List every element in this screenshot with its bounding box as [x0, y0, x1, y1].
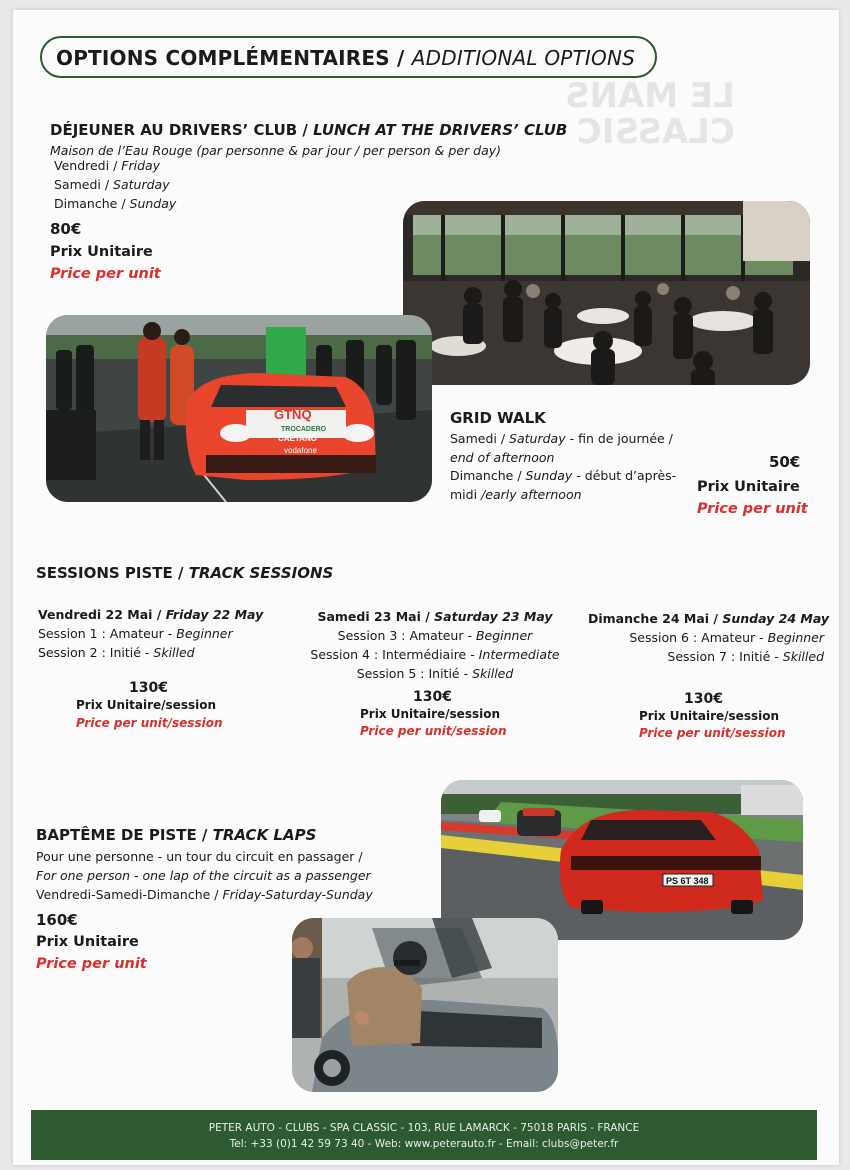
track-car-illustration	[441, 780, 803, 940]
session-day-sunday	[588, 611, 830, 664]
track-car-photo	[441, 780, 803, 940]
drivers-club-photo	[403, 201, 810, 385]
friday-unit-en: Price per unit/session	[76, 716, 223, 730]
header-title-en: ADDITIONAL OPTIONS	[411, 46, 636, 70]
lunch-day-saturday: Samedi / Saturday	[54, 177, 170, 192]
friday-date: Vendredi 22 Mai / Friday 22 May	[38, 607, 264, 622]
saturday-session-4: Session 4 : Intermédiaire - Intermediate	[310, 647, 560, 662]
track-laps-line2: For one person - one lap of the circuit as a passenger	[36, 868, 371, 883]
grid-walk-unit-en: Price per unit	[697, 501, 808, 517]
grid-walk-unit-fr: Prix Unitaire	[697, 479, 800, 495]
passenger-illustration	[292, 918, 558, 1092]
track-laps-unit-en: Price per unit	[36, 956, 147, 972]
sessions-title: SESSIONS PISTE / TRACK SESSIONS	[36, 564, 334, 582]
options-header	[40, 36, 657, 78]
grid-walk-line2: end of afternoon	[450, 450, 555, 465]
lunch-day-sunday: Dimanche / Sunday	[54, 196, 177, 211]
sunday-session-7: Session 7 : Initié - Skilled	[667, 649, 824, 664]
lunch-title: DÉJEUNER AU DRIVERS’ CLUB / LUNCH AT THE DRIVERS’ CLUB	[50, 121, 568, 139]
lunch-day-friday: Vendredi / Friday	[54, 158, 161, 173]
friday-session-1: Session 1 : Amateur - Beginner	[38, 626, 233, 641]
car-livery-trocadero: TROCADERO	[281, 426, 327, 433]
track-laps-line1: Pour une personne - un tour du circuit en passager /	[36, 849, 363, 864]
track-laps-title: BAPTÊME DE PISTE / TRACK LAPS	[36, 826, 317, 844]
sunday-session-6: Session 6 : Amateur - Beginner	[629, 630, 824, 645]
grid-walk-photo	[46, 315, 432, 502]
bleed-through-logo: LE MANS CLASSIC	[565, 76, 735, 152]
track-laps-price: 160€	[36, 911, 78, 929]
footer-bar	[31, 1110, 817, 1160]
car-livery-vodafone: vodafone	[284, 446, 317, 455]
sunday-price: 130€	[684, 691, 723, 707]
passenger-photo	[292, 918, 558, 1092]
lunch-subtitle: Maison de l’Eau Rouge (par personne & par jour / per person & per day)	[50, 143, 502, 158]
friday-price: 130€	[129, 680, 168, 696]
grid-walk-price: 50€	[769, 453, 801, 471]
grid-walk-title: GRID WALK	[450, 409, 546, 427]
car-livery-gtnq: GTNQ	[274, 407, 312, 422]
friday-session-2: Session 2 : Initié - Skilled	[38, 645, 195, 660]
saturday-price: 130€	[413, 689, 452, 705]
saturday-session-3: Session 3 : Amateur - Beginner	[337, 628, 533, 643]
car-plate: PS 6T 348	[666, 876, 709, 886]
header-title-fr: OPTIONS COMPLÉMENTAIRES	[56, 46, 390, 70]
footer-contact: Tel: +33 (0)1 42 59 73 40 - Web: www.peterauto.fr - Email: clubs@peter.fr	[229, 1138, 619, 1150]
sunday-unit-en: Price per unit/session	[639, 726, 786, 740]
friday-unit-fr: Prix Unitaire/session	[76, 698, 216, 712]
track-laps-unit-fr: Prix Unitaire	[36, 934, 139, 950]
sunday-unit-fr: Prix Unitaire/session	[639, 709, 779, 723]
car-livery-caetano: CAETANO	[278, 434, 317, 443]
lunch-unit-en: Price per unit	[50, 266, 161, 282]
saturday-unit-en: Price per unit/session	[360, 724, 507, 738]
saturday-session-5: Session 5 : Initié - Skilled	[356, 666, 514, 681]
grid-walk-line3: Dimanche / Sunday - début d’après-	[450, 468, 677, 483]
drivers-club-illustration	[403, 201, 810, 385]
sunday-date: Dimanche 24 Mai / Sunday 24 May	[588, 611, 830, 626]
saturday-date: Samedi 23 Mai / Saturday 23 May	[317, 609, 553, 624]
session-day-friday	[38, 607, 278, 660]
footer-address: PETER AUTO - CLUBS - SPA CLASSIC - 103, RUE LAMARCK - 75018 PARIS - FRANCE	[208, 1122, 640, 1134]
session-day-saturday	[300, 609, 570, 681]
lunch-unit-fr: Prix Unitaire	[50, 244, 153, 260]
grid-walk-line4: midi /early afternoon	[450, 487, 582, 502]
track-laps-line3: Vendredi-Samedi-Dimanche / Friday-Saturday-Sunday	[36, 887, 373, 902]
grid-walk-illustration	[46, 315, 432, 502]
header-title: OPTIONS COMPLÉMENTAIRES / ADDITIONAL OPTIONS	[56, 46, 636, 70]
saturday-unit-fr: Prix Unitaire/session	[360, 707, 500, 721]
lunch-price: 80€	[50, 220, 82, 238]
grid-walk-line1: Samedi / Saturday - fin de journée /	[450, 431, 673, 446]
